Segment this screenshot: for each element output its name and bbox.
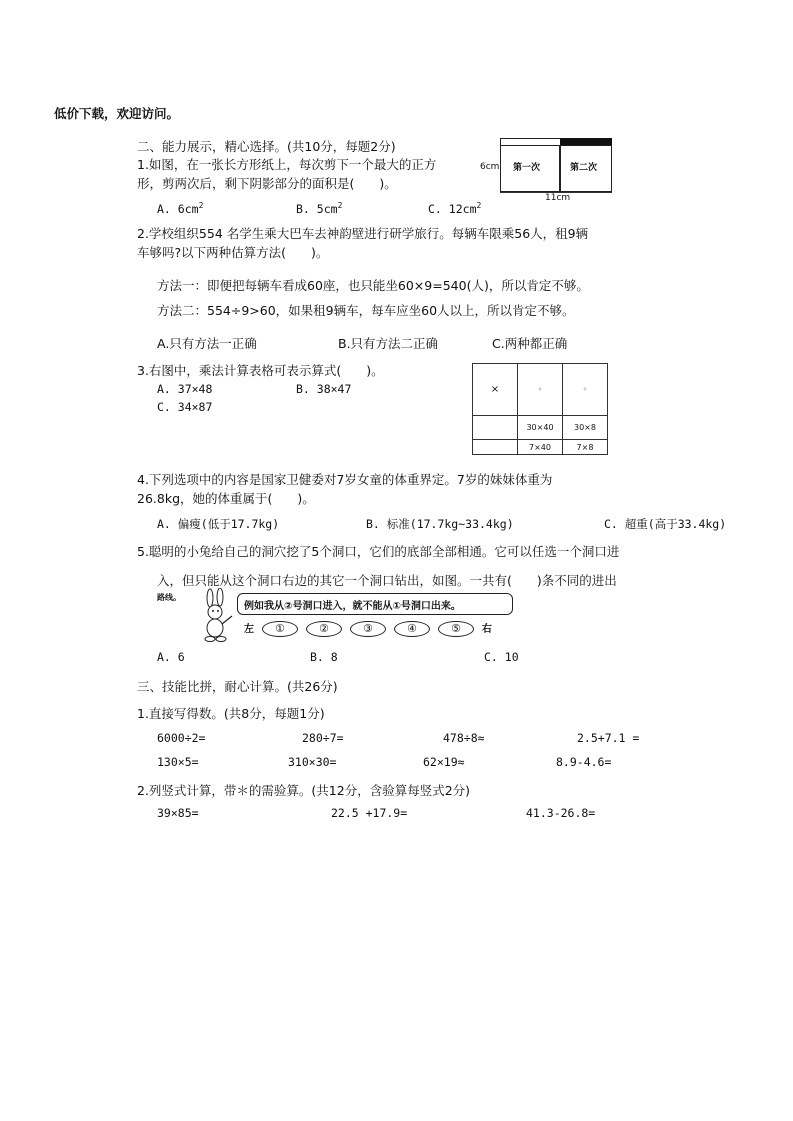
q5-option-b[interactable]: B. 8: [310, 650, 338, 664]
table-cell: 30×40: [518, 416, 563, 440]
q4-line2: 26.8kg，她的体重属于( )。: [137, 491, 315, 506]
calc-item: 8.9-4.6=: [556, 755, 612, 769]
q4-option-c[interactable]: C. 超重(高于33.4kg): [604, 517, 727, 531]
option-letter: B.: [296, 201, 310, 216]
table-cell: 7×8: [563, 440, 608, 455]
rabbit-icon: [198, 588, 238, 644]
multiplication-table: [472, 363, 608, 455]
calc-item: 2.5+7.1 =: [577, 731, 640, 745]
q5-line3: 路线。: [157, 593, 181, 602]
table-cell: 30×8: [563, 416, 608, 440]
q4-line1: 4.下列选项中的内容是国家卫健委对7岁女童的体重界定。7岁的妹妹体重为: [137, 472, 553, 487]
hole-5: ⑤: [438, 621, 474, 637]
table-times-cell: ×: [473, 364, 518, 416]
table-cell: 7×40: [518, 440, 563, 455]
q2-method2: 方法二：554÷9>60，如果租9辆车，每车应坐60人以上，所以肯定不够。: [157, 303, 575, 318]
option-letter: A.: [157, 201, 171, 216]
q1-line1: 1.如图，在一张长方形纸上，每次剪下一个最大的正方: [137, 157, 437, 172]
vertical-calc-item: 22.5 +17.9=: [331, 806, 408, 820]
hole-1: ①: [262, 621, 298, 637]
option-letter: C.: [428, 201, 442, 216]
table-top-blank-1: ◦: [518, 364, 563, 416]
q2-option-c[interactable]: C.两种都正确: [492, 336, 568, 351]
option-value: 12cm: [448, 201, 477, 216]
q1-option-c[interactable]: [428, 201, 481, 216]
calc-item: 6000÷2=: [157, 731, 206, 745]
table-left-blank-1: [473, 416, 518, 440]
part1-title: 1.直接写得数。(共8分，每题1分): [137, 706, 325, 721]
figure-second-label: 第二次: [570, 163, 598, 173]
speech-bubble-text: 例如我从②号洞口进入，就不能从①号洞口出来。: [244, 601, 461, 612]
q3-option-c[interactable]: C. 34×87: [157, 400, 213, 414]
q3-option-a[interactable]: A. 37×48: [157, 382, 213, 396]
q1-line2: 形，剪两次后，剩下阴影部分的面积是( )。: [137, 176, 397, 191]
option-exponent: 2: [476, 201, 482, 210]
section3-title: 三、技能比拼，耐心计算。(共26分): [137, 679, 338, 694]
calc-item: 478÷8≈: [443, 731, 485, 745]
q1-option-a[interactable]: [157, 201, 203, 216]
q2-option-b[interactable]: B.只有方法二正确: [338, 336, 439, 351]
figure-shaded-strip: [560, 138, 612, 145]
table-left-blank-2: [473, 440, 518, 455]
holes-row: [244, 620, 504, 637]
figure-first-label: 第一次: [513, 163, 541, 173]
section2-title: 二、能力展示，精心选择。(共10分，每题2分): [137, 139, 396, 154]
vertical-calc-item: 41.3-26.8=: [526, 806, 596, 820]
option-value: 5cm: [316, 201, 338, 216]
calc-item: 280÷7=: [302, 731, 344, 745]
q3-option-b[interactable]: B. 38×47: [296, 382, 352, 396]
option-exponent: 2: [198, 201, 204, 210]
q1-option-b[interactable]: [296, 201, 342, 216]
vertical-calc-item: 39×85=: [157, 806, 199, 820]
q5-option-a[interactable]: A. 6: [157, 650, 185, 664]
figure-height-label: 6cm: [480, 162, 500, 172]
calc-item: 130×5=: [157, 755, 199, 769]
q2-line2: 车够吗?以下两种估算方法( )。: [137, 245, 329, 260]
option-value: 6cm: [177, 201, 199, 216]
calc-item: 310×30=: [288, 755, 337, 769]
option-exponent: 2: [337, 201, 343, 210]
q2-method1: 方法一：即便把每辆车看成60座，也只能坐60×9=540(人)，所以肯定不够。: [157, 278, 589, 293]
figure-width-label: 11cm: [545, 193, 571, 203]
q4-option-b[interactable]: B. 标准(17.7kg~33.4kg): [366, 517, 514, 531]
hole-3: ③: [350, 621, 386, 637]
left-label: 左: [244, 624, 254, 635]
right-label: 右: [481, 624, 492, 635]
calc-item: 62×19≈: [423, 755, 465, 769]
hole-4: ④: [394, 621, 430, 637]
part2-title: 2.列竖式计算，带＊的需验算。(共12分，含验算每竖式2分): [137, 783, 471, 798]
q2-line1: 2.学校组织554 名学生乘大巴车去神韵壁进行研学旅行。每辆车限乘56人，租9辆: [137, 226, 589, 241]
download-banner: 低价下载，欢迎访问。: [54, 106, 180, 121]
hole-2: ②: [306, 621, 342, 637]
q5-option-c[interactable]: C. 10: [484, 650, 519, 664]
q3-line1: 3.右图中，乘法计算表格可表示算式( )。: [137, 363, 384, 378]
q5-line2: 入，但只能从这个洞口右边的其它一个洞口钻出，如图。一共有( )条不同的进出: [157, 573, 617, 588]
q5-line1: 5.聪明的小兔给自己的洞穴挖了5个洞口，它们的底部全部相通。它可以任选一个洞口进: [137, 544, 620, 559]
q4-option-a[interactable]: A. 偏瘦(低于17.7kg): [157, 517, 280, 531]
q2-option-a[interactable]: A.只有方法一正确: [157, 336, 257, 351]
table-top-blank-2: ◦: [563, 364, 608, 416]
